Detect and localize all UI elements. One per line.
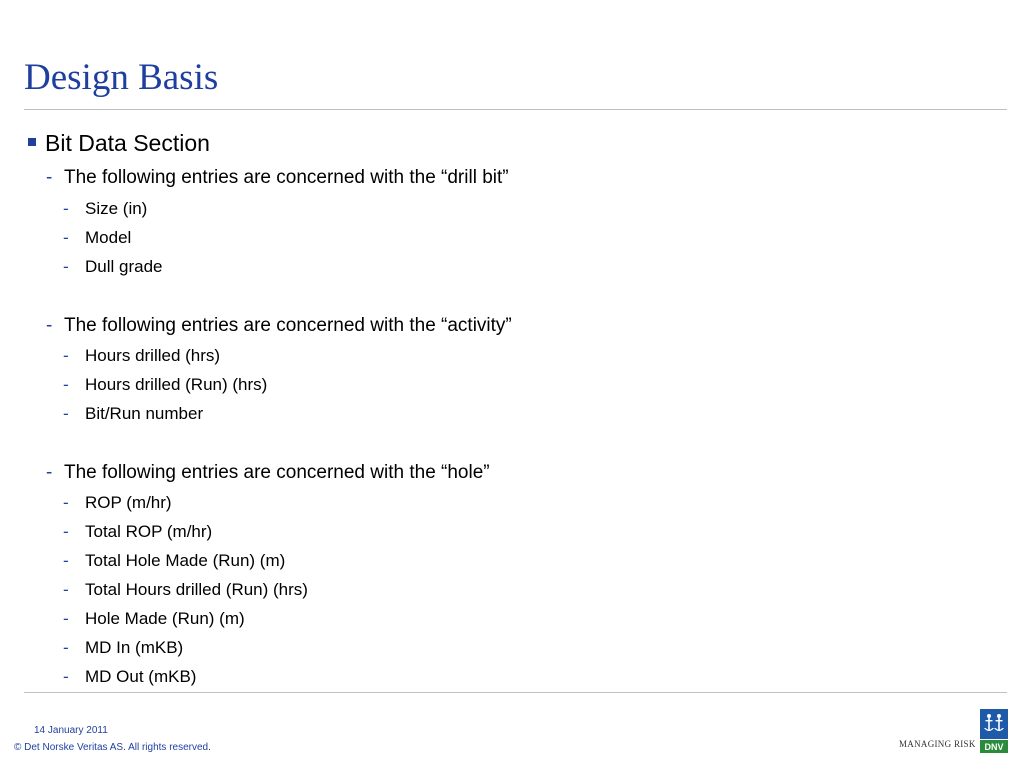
list-item: - MD Out (mKB) [63,667,197,686]
title-divider [24,109,1007,110]
list-item: - ROP (m/hr) [63,493,172,512]
dash-bullet: - [63,580,69,599]
footer-date: 14 January 2011 [34,725,108,736]
list-item: - Hole Made (Run) (m) [63,609,245,628]
dash-bullet: - [63,551,69,570]
section-bullet [28,128,210,158]
list-item: - Size (in) [63,199,148,218]
dnv-logo-icon [980,709,1008,753]
list-item: - Bit/Run number [63,404,204,423]
list-item: - Total Hole Made (Run) (m) [63,551,286,570]
list-item: - Model [63,228,132,247]
slide-title: Design Basis [24,57,219,98]
list-item: - MD In (mKB) [63,638,184,657]
list-item: - Total Hours drilled (Run) (hrs) [63,580,308,599]
group-heading: - The following entries are concerned with the “drill bit” [46,167,509,188]
dash-bullet: - [63,375,69,394]
dash-bullet: - [46,315,53,336]
dash-bullet: - [63,228,69,247]
section-title: Bit Data Section [45,130,210,156]
group-heading: - The following entries are concerned with the “hole” [46,462,490,483]
list-item: - Dull grade [63,257,163,276]
dnv-logo-text: DNV [984,742,1004,752]
dash-bullet: - [46,167,53,188]
dash-bullet: - [63,257,69,276]
footer-copyright: © Det Norske Veritas AS. All rights reserved. [14,742,211,753]
dash-bullet: - [63,609,69,628]
dash-bullet: - [63,346,69,365]
footer-tagline: MANAGING RISK [899,739,976,749]
footer-divider [24,692,1007,693]
list-item: - Hours drilled (Run) (hrs) [63,375,268,394]
list-item: - Hours drilled (hrs) [63,346,221,365]
dash-bullet: - [63,493,69,512]
dash-bullet: - [46,462,53,483]
group-heading: - The following entries are concerned with the “activity” [46,315,512,336]
dash-bullet: - [63,638,69,657]
dash-bullet: - [63,667,69,686]
dash-bullet: - [63,199,69,218]
dash-bullet: - [63,522,69,541]
dash-bullet: - [63,404,69,423]
square-bullet-icon [28,138,36,146]
list-item: - Total ROP (m/hr) [63,522,213,541]
